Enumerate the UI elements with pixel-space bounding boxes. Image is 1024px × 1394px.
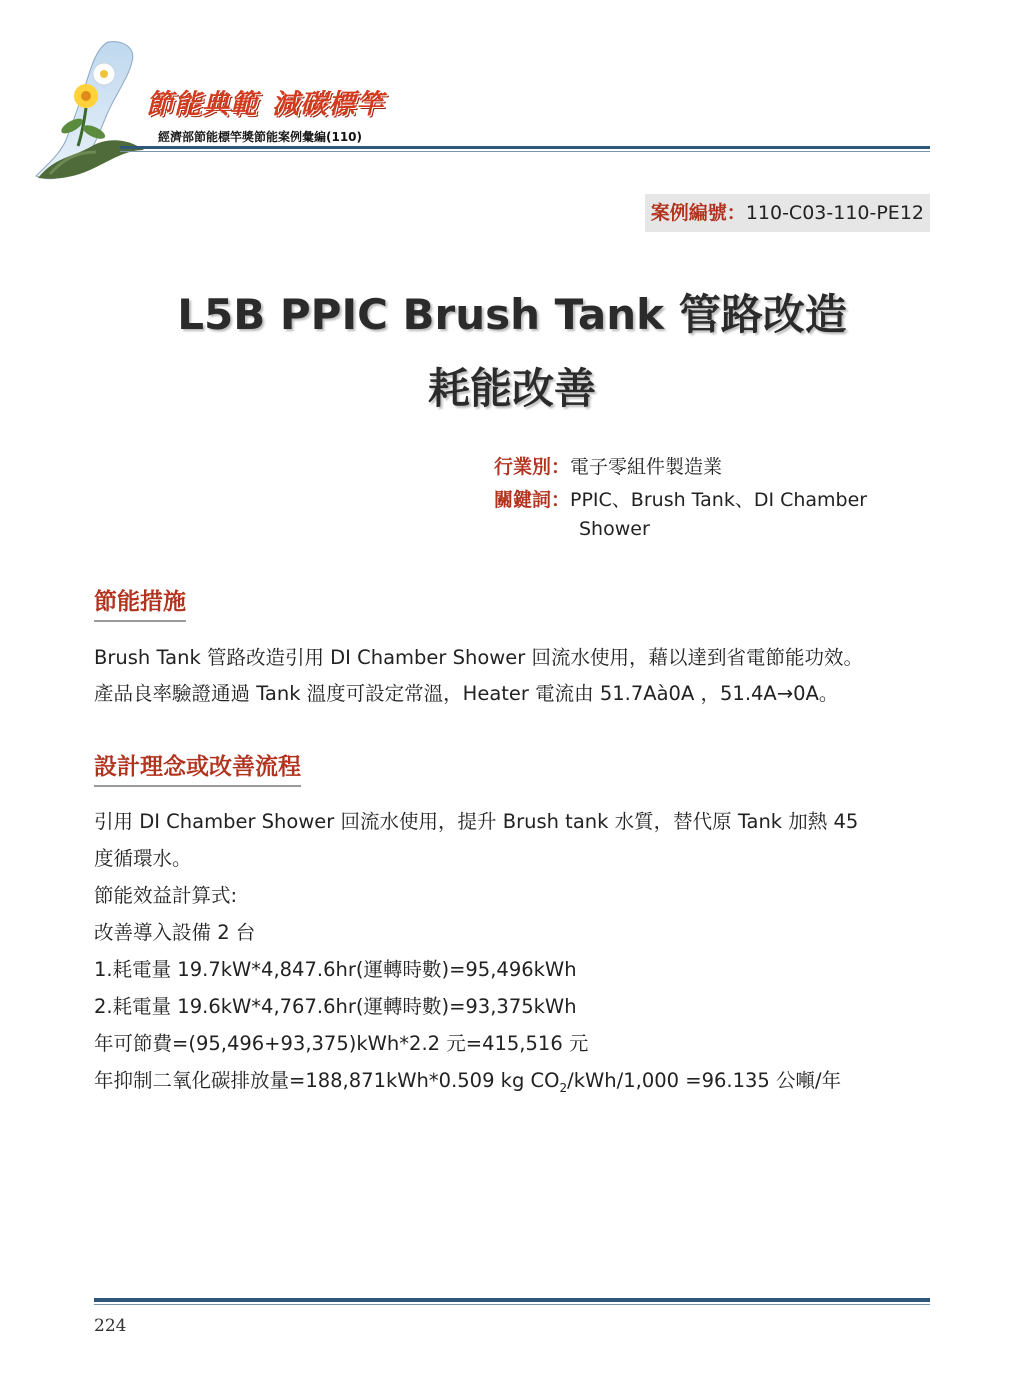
- page-number: 224: [94, 1316, 127, 1336]
- design-line8-sub: 2: [559, 1080, 568, 1095]
- keywords-row: [494, 485, 867, 512]
- footer-rule-thin: [94, 1304, 930, 1305]
- case-number-value: 110-C03-110-PE12: [745, 202, 924, 224]
- case-number-badge: [645, 194, 930, 232]
- industry-value: 電子零組件製造業: [570, 456, 723, 478]
- header-rule-thin: [120, 151, 930, 152]
- header-subtitle: 經濟部節能標竿獎節能案例彙編(110): [158, 130, 363, 144]
- section-heading-measures: 節能措施: [94, 583, 186, 622]
- design-line7: 年可節費=(95,496+93,375)kWh*2.2 元=415,516 元: [94, 1032, 589, 1055]
- industry-label: 行業別：: [494, 456, 571, 478]
- design-line8-post: /kWh/1,000 =96.135 公噸/年: [567, 1069, 842, 1092]
- keywords-continuation: Shower: [579, 518, 650, 540]
- design-line6: 2.耗電量 19.6kW*4,767.6hr(運轉時數)=93,375kWh: [94, 995, 577, 1018]
- brand-right: 減碳標竿: [272, 89, 384, 120]
- design-line4: 改善導入設備 2 台: [94, 921, 256, 944]
- page-header: [0, 0, 1024, 190]
- design-line8: [94, 1065, 841, 1095]
- keywords-value: PPIC、Brush Tank、DI Chamber: [570, 489, 868, 511]
- header-rule-thick: [120, 146, 930, 149]
- keywords-label: 關鍵詞：: [494, 489, 571, 511]
- case-number-label: 案例編號：: [650, 202, 746, 224]
- measures-line1: Brush Tank 管路改造引用 DI Chamber Shower 回流水使用，藉以達到省電節能功效。: [94, 646, 863, 669]
- taiwan-logo-icon: [20, 38, 160, 183]
- brand-left: 節能典範: [146, 89, 258, 120]
- design-line3: 節能效益計算式:: [94, 884, 238, 907]
- design-line5: 1.耗電量 19.7kW*4,847.6hr(運轉時數)=95,496kWh: [94, 958, 577, 981]
- page-title-line2: 耗能改善: [427, 364, 596, 413]
- design-line8-pre: 年抑制二氧化碳排放量=188,871kWh*0.509 kg CO: [94, 1069, 560, 1092]
- page-title-line1: L5B PPIC Brush Tank 管路改造: [177, 290, 847, 339]
- brand-title: [146, 82, 384, 121]
- footer-rule-thick: [94, 1298, 930, 1302]
- design-line2: 度循環水。: [94, 847, 192, 870]
- measures-line2: 產品良率驗證通過 Tank 溫度可設定常溫，Heater 電流由 51.7Aà0A ，51.4A→0A。: [94, 682, 839, 705]
- design-line1: 引用 DI Chamber Shower 回流水使用，提升 Brush tank 水質，替代原 Tank 加熱 45: [94, 810, 859, 833]
- industry-row: [494, 452, 722, 479]
- section-heading-design: 設計理念或改善流程: [94, 748, 301, 787]
